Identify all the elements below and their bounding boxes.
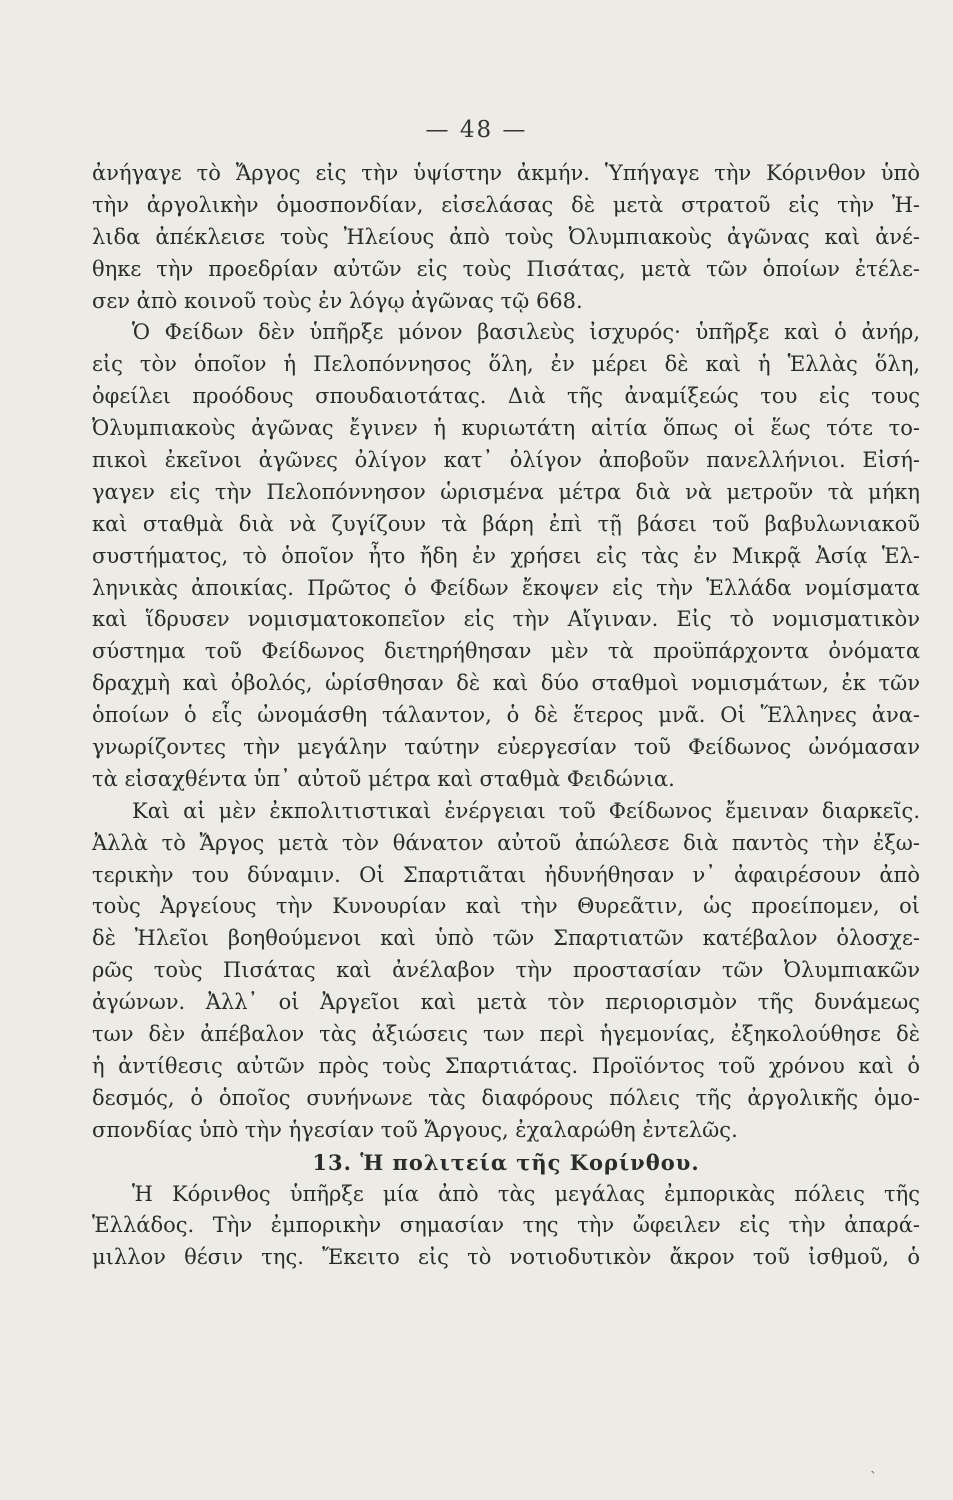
text-line: λιδα ἀπέκλεισε τοὺς Ἠλείους ἀπὸ τοὺς Ὀλυμπιακοὺς ἀγῶνας καὶ ἀνέ- — [92, 224, 920, 249]
text-line: ὁποίων ὁ εἷς ὠνομάσθη τάλαντον, ὁ δὲ ἕτερος μνᾶ. Οἱ Ἕλληνες ἀνα- — [92, 703, 920, 728]
text-line: σεν ἀπὸ κοινοῦ τοὺς ἐν λόγῳ ἀγῶνας τῷ 668. — [92, 288, 583, 313]
text-line: Ἡ Κόρινθος ὑπῆρξε μία ἀπὸ τὰς μεγάλας ἐμπορικὰς πόλεις τῆς — [132, 1181, 920, 1206]
text-line: Ἑλλάδος. Τὴν ἐμπορικὴν σημασίαν της τὴν ὤφειλεν εἰς τὴν ἀπαρά- — [92, 1213, 920, 1238]
text-line: γαγεν εἰς τὴν Πελοπόννησον ὡρισμένα μέτρα διὰ νὰ μετροῦν τὰ μήκη — [92, 479, 920, 504]
text-line: θηκε τὴν προεδρίαν αὐτῶν εἰς τοὺς Πισάτας, μετὰ τῶν ὁποίων ἐτέλε- — [92, 256, 920, 281]
text-line: δεσμός, ὁ ὁποῖος συνήνωνε τὰς διαφόρους πόλεις τῆς ἀργολικῆς ὁμο- — [92, 1085, 920, 1110]
text-line: δὲ Ἠλεῖοι βοηθούμενοι καὶ ὑπὸ τῶν Σπαρτιατῶν κατέβαλον ὁλοσχε- — [92, 926, 920, 951]
text-line: ἀνήγαγε τὸ Ἄργος εἰς τὴν ὑψίστην ἀκμήν. Ὑπήγαγε τὴν Κόρινθον ὑπὸ — [92, 161, 920, 185]
text-line: τὰ εἰσαχθέντα ὑπ᾽ αὐτοῦ μέτρα καὶ σταθμὰ Φειδώνια. — [92, 766, 675, 791]
text-line: ρῶς τοὺς Πισάτας καὶ ἀνέλαβον τὴν προστασίαν τῶν Ὀλυμπιακῶν — [92, 958, 920, 983]
text-line: ὀφείλει προόδους σπουδαιοτάτας. Διὰ τῆς ἀναμίξεώς του εἰς τους — [92, 384, 920, 409]
text-line: καὶ σταθμὰ διὰ νὰ ζυγίζουν τὰ βάρη ἐπὶ τῇ βάσει τοῦ βαβυλωνιακοῦ — [92, 511, 920, 536]
corner-mark: ` — [870, 1470, 877, 1486]
text-line: σύστημα τοῦ Φείδωνος διετηρήθησαν μὲν τὰ προϋπάρχοντα ὀνόματα — [92, 639, 920, 664]
text-line: ἡ ἀντίθεσις αὐτῶν πρὸς τοὺς Σπαρτιάτας. Προϊόντος τοῦ χρόνου καὶ ὁ — [92, 1053, 920, 1078]
text-line: Ἀλλὰ τὸ Ἄργος μετὰ τὸν θάνατον αὐτοῦ ἀπώλεσε διὰ παντὸς τὴν ἐξω- — [92, 830, 920, 855]
text-line: τερικὴν του δύναμιν. Οἱ Σπαρτιᾶται ἠδυνήθησαν ν᾽ ἀφαιρέσουν ἀπὸ — [92, 862, 920, 887]
text-line: πικοὶ ἐκεῖνοι ἀγῶνες ὀλίγον κατ᾽ ὀλίγον ἀποβοῦν πανελλήνιοι. Εἰσή- — [92, 448, 920, 473]
body-text — [92, 158, 920, 1274]
text-line: ἀγώνων. Ἀλλ᾽ οἱ Ἀργεῖοι καὶ μετὰ τὸν περιορισμὸν τῆς δυνάμεως — [92, 990, 920, 1015]
page-number: — 48 — — [425, 117, 528, 143]
text-line: γνωρίζοντες τὴν μεγάλην ταύτην εὐεργεσίαν τοῦ Φείδωνος ὠνόμασαν — [92, 735, 920, 760]
text-line: των δὲν ἀπέβαλον τὰς ἀξιώσεις των περὶ ἡγεμονίας, ἐξηκολούθησε δὲ — [92, 1022, 920, 1047]
text-line: ληνικὰς ἀποικίας. Πρῶτος ὁ Φείδων ἔκοψεν εἰς τὴν Ἑλλάδα νομίσματα — [92, 575, 920, 600]
text-line: μιλλον θέσιν της. Ἔκειτο εἰς τὸ νοτιοδυτικὸν ἄκρον τοῦ ἰσθμοῦ, ὁ — [92, 1245, 920, 1270]
text-line: Ὀλυμπιακοὺς ἀγῶνας ἔγινεν ἡ κυριωτάτη αἰτία ὅπως οἱ ἕως τότε το- — [92, 416, 920, 441]
text-line: εἰς τὸν ὁποῖον ἡ Πελοπόννησος ὅλη, ἐν μέρει δὲ καὶ ἡ Ἑλλὰς ὅλη, — [92, 352, 920, 377]
text-line: τὴν ἀργολικὴν ὁμοσπονδίαν, εἰσελάσας δὲ μετὰ στρατοῦ εἰς τὴν Ἠ- — [92, 192, 920, 217]
text-line: τοὺς Ἀργείους τὴν Κυνουρίαν καὶ τὴν Θυρεᾶτιν, ὡς προείπομεν, οἱ — [92, 894, 920, 919]
section-heading: 13. Ἡ πολιτεία τῆς Κορίνθου. — [312, 1149, 700, 1175]
text-line: σπονδίας ὑπὸ τὴν ἡγεσίαν τοῦ Ἄργους, ἐχαλαρώθη ἐντελῶς. — [92, 1117, 738, 1142]
text-line: δραχμὴ καὶ ὀβολός, ὡρίσθησαν δὲ καὶ δύο σταθμοὶ νομισμάτων, ἐκ τῶν — [92, 671, 920, 696]
text-line: Καὶ αἱ μὲν ἐκπολιτιστικαὶ ἐνέργειαι τοῦ Φείδωνος ἔμειναν διαρκεῖς. — [132, 798, 920, 823]
text-line: καὶ ἵδρυσεν νομισματοκοπεῖον εἰς τὴν Αἴγιναν. Εἰς τὸ νομισματικὸν — [92, 607, 920, 632]
text-line: συστήματος, τὸ ὁποῖον ἦτο ἤδη ἐν χρήσει εἰς τὰς ἐν Μικρᾷ Ἀσίᾳ Ἑλ- — [92, 543, 920, 568]
text-line: Ὁ Φείδων δὲν ὑπῆρξε μόνον βασιλεὺς ἰσχυρός· ὑπῆρξε καὶ ὁ ἀνήρ, — [132, 320, 920, 345]
